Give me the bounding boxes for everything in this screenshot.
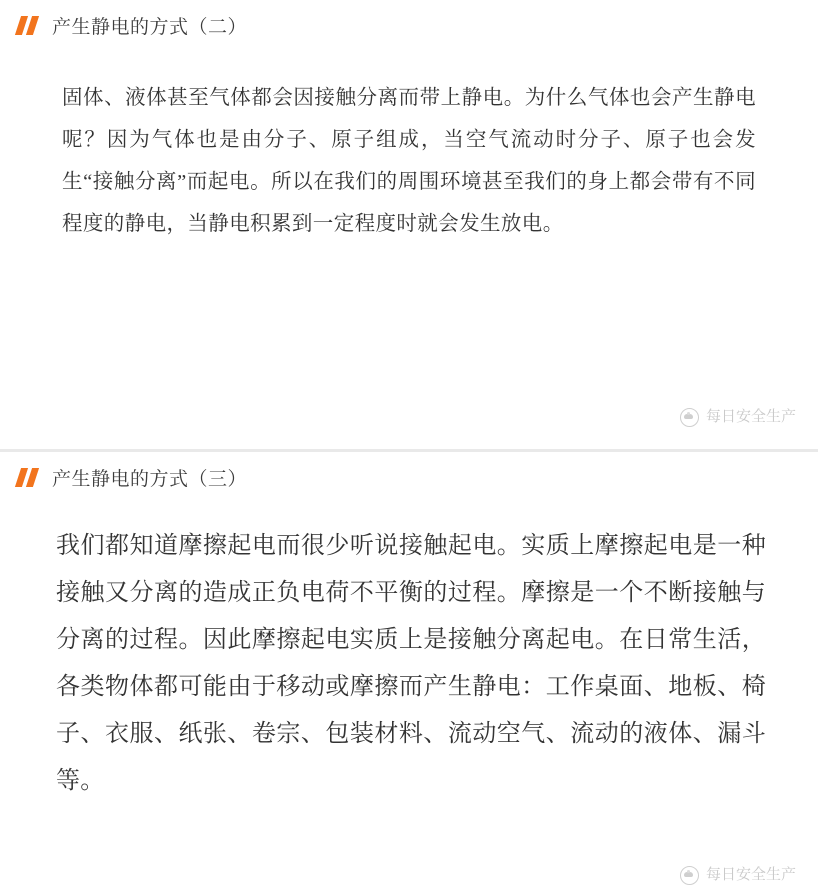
watermark-label-1: 每日安全生产 xyxy=(705,409,796,425)
wechat-icon xyxy=(680,866,699,885)
section-paragraph-2: 我们都知道摩擦起电而很少听说接触起电。实质上摩擦起电是一种接触又分离的造成正负电荷不平衡的过程。摩擦是一个不断接触与分离的过程。因此摩擦起电实质上是接触分离起电。在日常生活，各类物体都可能由于移动或摩擦而产生静电：工作桌面、地板、椅子、衣服、纸张、卷宗、包装材料、流动空气、流动的液体、漏斗等。 xyxy=(56,533,766,794)
orange-double-slash-icon xyxy=(16,468,42,487)
section-title-2: 产生静电的方式（三） xyxy=(52,469,248,490)
wechat-icon xyxy=(680,408,699,427)
watermark-2 xyxy=(680,866,796,885)
section-title-1: 产生静电的方式（二） xyxy=(52,17,248,38)
watermark-1 xyxy=(680,408,796,427)
section-header-1 xyxy=(0,0,818,49)
section-block-2 xyxy=(0,452,818,883)
section-header-2 xyxy=(0,452,818,501)
orange-double-slash-icon xyxy=(16,16,42,35)
watermark-label-2: 每日安全生产 xyxy=(705,867,796,883)
section-paragraph-1: 固体、液体甚至气体都会因接触分离而带上静电。为什么气体也会产生静电呢？因为气体也是由分子、原子组成，当空气流动时分子、原子也会发生“接触分离”而起电。所以在我们的周围环境甚至我们的身上都会带有不同程度的静电，当静电积累到一定程度时就会发生放电。 xyxy=(62,87,756,235)
